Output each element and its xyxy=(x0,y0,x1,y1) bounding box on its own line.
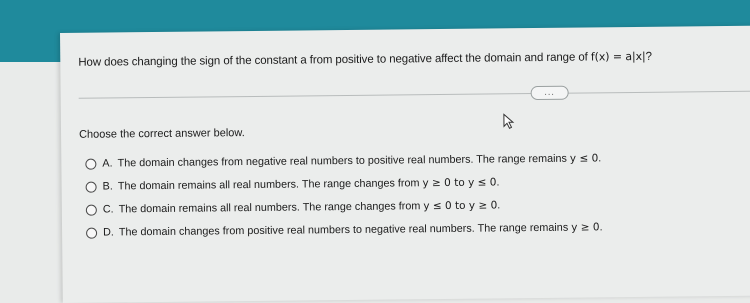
answer-option-a[interactable] xyxy=(85,152,601,169)
question-mark: ? xyxy=(645,50,652,63)
question-prompt: How does changing the sign of the constant a from positive to negative affect the domain and range of xyxy=(78,51,588,69)
option-a-end: . xyxy=(598,152,602,165)
option-text-b xyxy=(118,176,500,192)
option-d-statement: The domain changes from positive real numbers to negative real numbers. The range remains xyxy=(118,221,569,239)
radio-button-a[interactable] xyxy=(85,158,96,169)
option-letter-b: B. xyxy=(102,180,113,193)
option-text-a xyxy=(118,152,602,169)
option-letter-d: D. xyxy=(103,226,114,239)
option-d-end: . xyxy=(599,221,603,234)
option-b-math: y ≥ 0 to y ≤ 0 xyxy=(422,176,497,190)
more-button[interactable]: ... xyxy=(531,86,569,100)
option-c-statement: The domain remains all real numbers. The range changes from xyxy=(118,200,421,216)
option-c-math: y ≤ 0 to y ≥ 0 xyxy=(423,199,498,213)
option-letter-c: C. xyxy=(102,203,114,216)
question-formula: f(x) = a|x| xyxy=(590,49,646,64)
option-a-math: y ≤ 0 xyxy=(569,152,599,165)
instruction-text: Choose the correct answer below. xyxy=(79,127,245,141)
mouse-pointer-icon xyxy=(503,113,515,129)
option-text-c xyxy=(119,199,501,215)
option-b-end: . xyxy=(496,176,500,189)
radio-button-d[interactable] xyxy=(86,227,97,238)
answer-option-b[interactable] xyxy=(86,176,500,192)
option-d-math: y ≥ 0 xyxy=(571,221,600,234)
option-letter-a: A. xyxy=(102,157,113,170)
option-c-end: . xyxy=(497,199,501,212)
option-b-statement: The domain remains all real numbers. The range changes from xyxy=(117,177,420,193)
answer-option-d[interactable] xyxy=(86,221,603,238)
option-a-statement: The domain changes from negative real numbers to positive real numbers. The range remains xyxy=(117,152,567,170)
radio-button-b[interactable] xyxy=(86,181,97,192)
question-panel xyxy=(60,26,750,303)
divider xyxy=(79,91,750,99)
option-text-d xyxy=(119,221,603,238)
answer-option-c[interactable] xyxy=(86,199,501,215)
question-text xyxy=(78,50,652,69)
radio-button-c[interactable] xyxy=(86,204,97,215)
